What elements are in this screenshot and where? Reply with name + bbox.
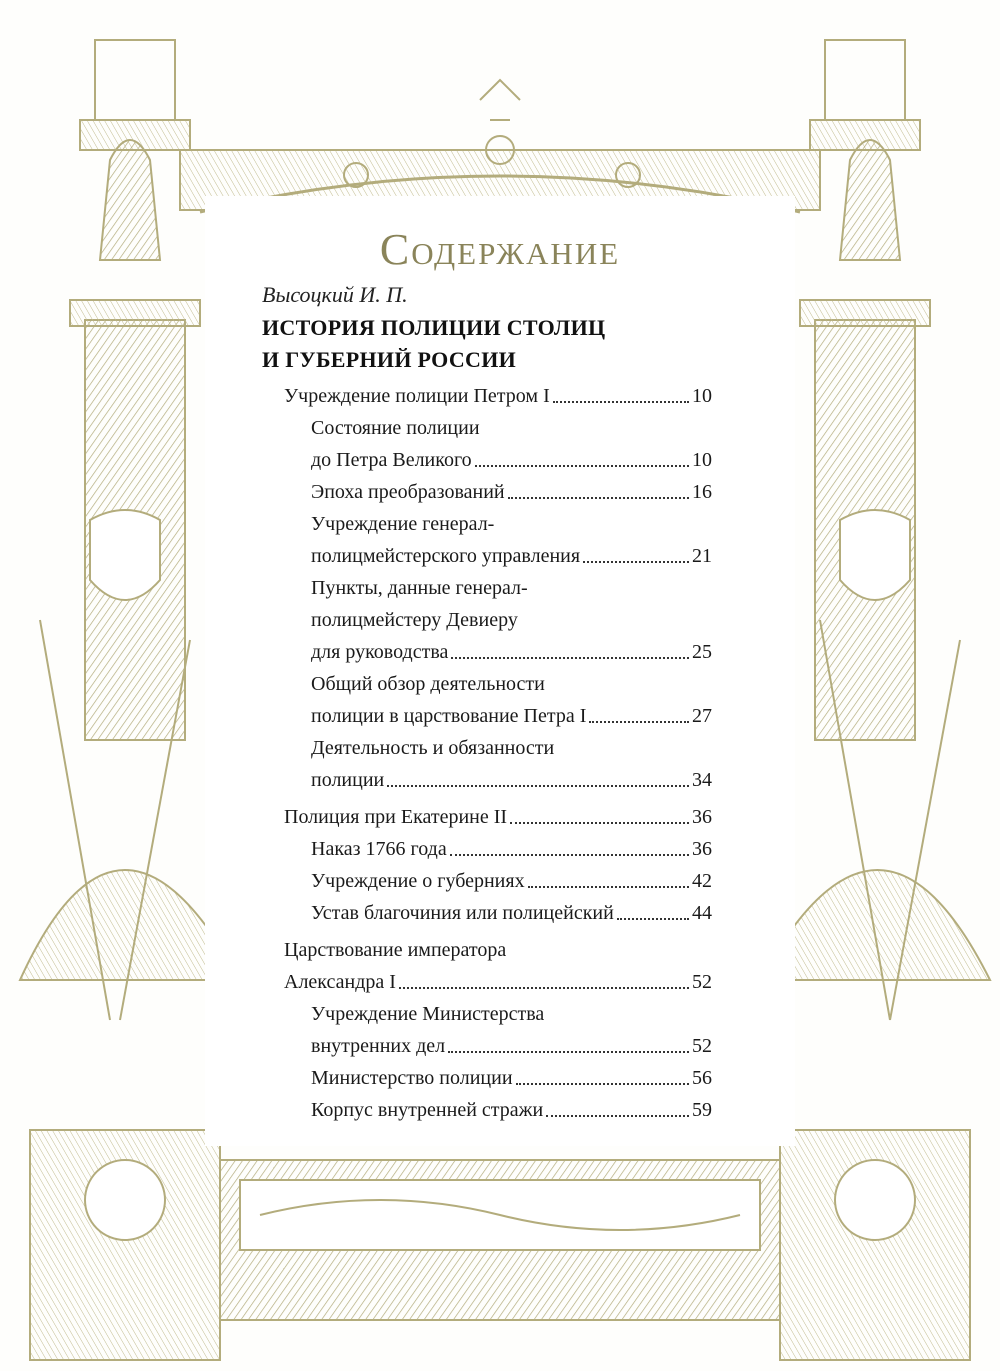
dot-leader — [450, 854, 689, 856]
toc-entry[interactable] — [311, 447, 712, 473]
toc-entry-title: Устав благочиния или полицейский — [311, 902, 614, 924]
dot-leader — [528, 886, 689, 888]
toc-entry-title: полиции — [311, 769, 385, 791]
toc-entry-line: Учреждение генерал- — [311, 513, 495, 535]
toc-page-number: 25 — [692, 641, 712, 663]
toc-page-number: 44 — [692, 902, 712, 924]
toc-entry-line: полицмейстеру Девиеру — [311, 609, 518, 631]
toc-page-number: 42 — [692, 870, 712, 892]
toc-entry[interactable] — [311, 900, 712, 926]
toc-entry[interactable] — [311, 868, 712, 894]
dot-leader — [553, 401, 689, 403]
dot-leader — [399, 987, 689, 989]
toc-page-number: 34 — [692, 769, 712, 791]
toc-page-number: 36 — [692, 806, 712, 828]
dot-leader — [475, 465, 689, 467]
toc-page-number: 52 — [692, 971, 712, 993]
dot-leader — [510, 822, 689, 824]
toc-entry-title: до Петра Великого — [311, 449, 472, 471]
toc-entry-line: Царствование императора — [284, 939, 507, 961]
toc-entry[interactable] — [311, 543, 712, 569]
toc-entry[interactable] — [311, 1033, 712, 1059]
book-title-line: И ГУБЕРНИЙ РОССИИ — [262, 347, 517, 372]
dot-leader — [448, 1051, 689, 1053]
toc-entry-line: Деятельность и обязанности — [311, 737, 555, 759]
toc-entry-title: Учреждение полиции Петром I — [284, 385, 550, 407]
dot-leader — [589, 721, 689, 723]
toc-entry-title: Корпус внутренней стражи — [311, 1099, 544, 1121]
toc-entry-title: Наказ 1766 года — [311, 838, 447, 860]
toc-entry-title: полиции в царствование Петра I — [311, 705, 587, 727]
toc-entry-title: Полиция при Екатерине II — [284, 806, 508, 828]
toc-entry-line: Пункты, данные генерал- — [311, 577, 528, 599]
toc-page-number: 10 — [692, 449, 712, 471]
toc-page-number: 27 — [692, 705, 712, 727]
dot-leader — [387, 785, 689, 787]
toc-page-number: 59 — [692, 1099, 712, 1121]
toc-entry[interactable] — [284, 383, 712, 409]
toc-entry-title: Александра I — [284, 971, 396, 993]
dot-leader — [617, 918, 689, 920]
toc-entry-title: Министерство полиции — [311, 1067, 513, 1089]
dot-leader — [583, 561, 689, 563]
toc-entry-title: полицмейстерского управления — [311, 545, 581, 567]
toc-entry-title: Учреждение о губерниях — [311, 870, 525, 892]
toc-entry-line: Общий обзор деятельности — [311, 673, 545, 695]
toc-entry[interactable] — [311, 1065, 712, 1091]
toc-page-number: 52 — [692, 1035, 712, 1057]
toc-page-number: 10 — [692, 385, 712, 407]
toc-entry-title: Эпоха преобразований — [311, 481, 505, 503]
toc-page-number: 16 — [692, 481, 712, 503]
toc-entry[interactable] — [311, 639, 712, 665]
toc-page-number: 21 — [692, 545, 712, 567]
toc-entry[interactable] — [284, 969, 712, 995]
toc-entry[interactable] — [311, 703, 712, 729]
dot-leader — [508, 497, 689, 499]
toc-entry[interactable] — [311, 767, 712, 793]
dot-leader — [516, 1083, 689, 1085]
toc-entry-title: для руководства — [311, 641, 449, 663]
toc-entry-title: внутренних дел — [311, 1035, 446, 1057]
page-title: Содержание — [379, 225, 621, 274]
dot-leader — [451, 657, 689, 659]
book-title-line: ИСТОРИЯ ПОЛИЦИИ СТОЛИЦ — [262, 315, 606, 340]
dot-leader — [546, 1115, 689, 1117]
author-name: Высоцкий И. П. — [262, 282, 408, 307]
toc-page-number: 36 — [692, 838, 712, 860]
toc-entry[interactable] — [311, 479, 712, 505]
toc-entry-line: Учреждение Министерства — [311, 1003, 545, 1025]
toc-entry[interactable] — [311, 836, 712, 862]
toc-entry-line: Состояние полиции — [311, 417, 480, 439]
book-title — [262, 312, 605, 376]
toc-page-number: 56 — [692, 1067, 712, 1089]
toc-entry[interactable] — [311, 1097, 712, 1123]
toc-entry[interactable] — [284, 804, 712, 830]
